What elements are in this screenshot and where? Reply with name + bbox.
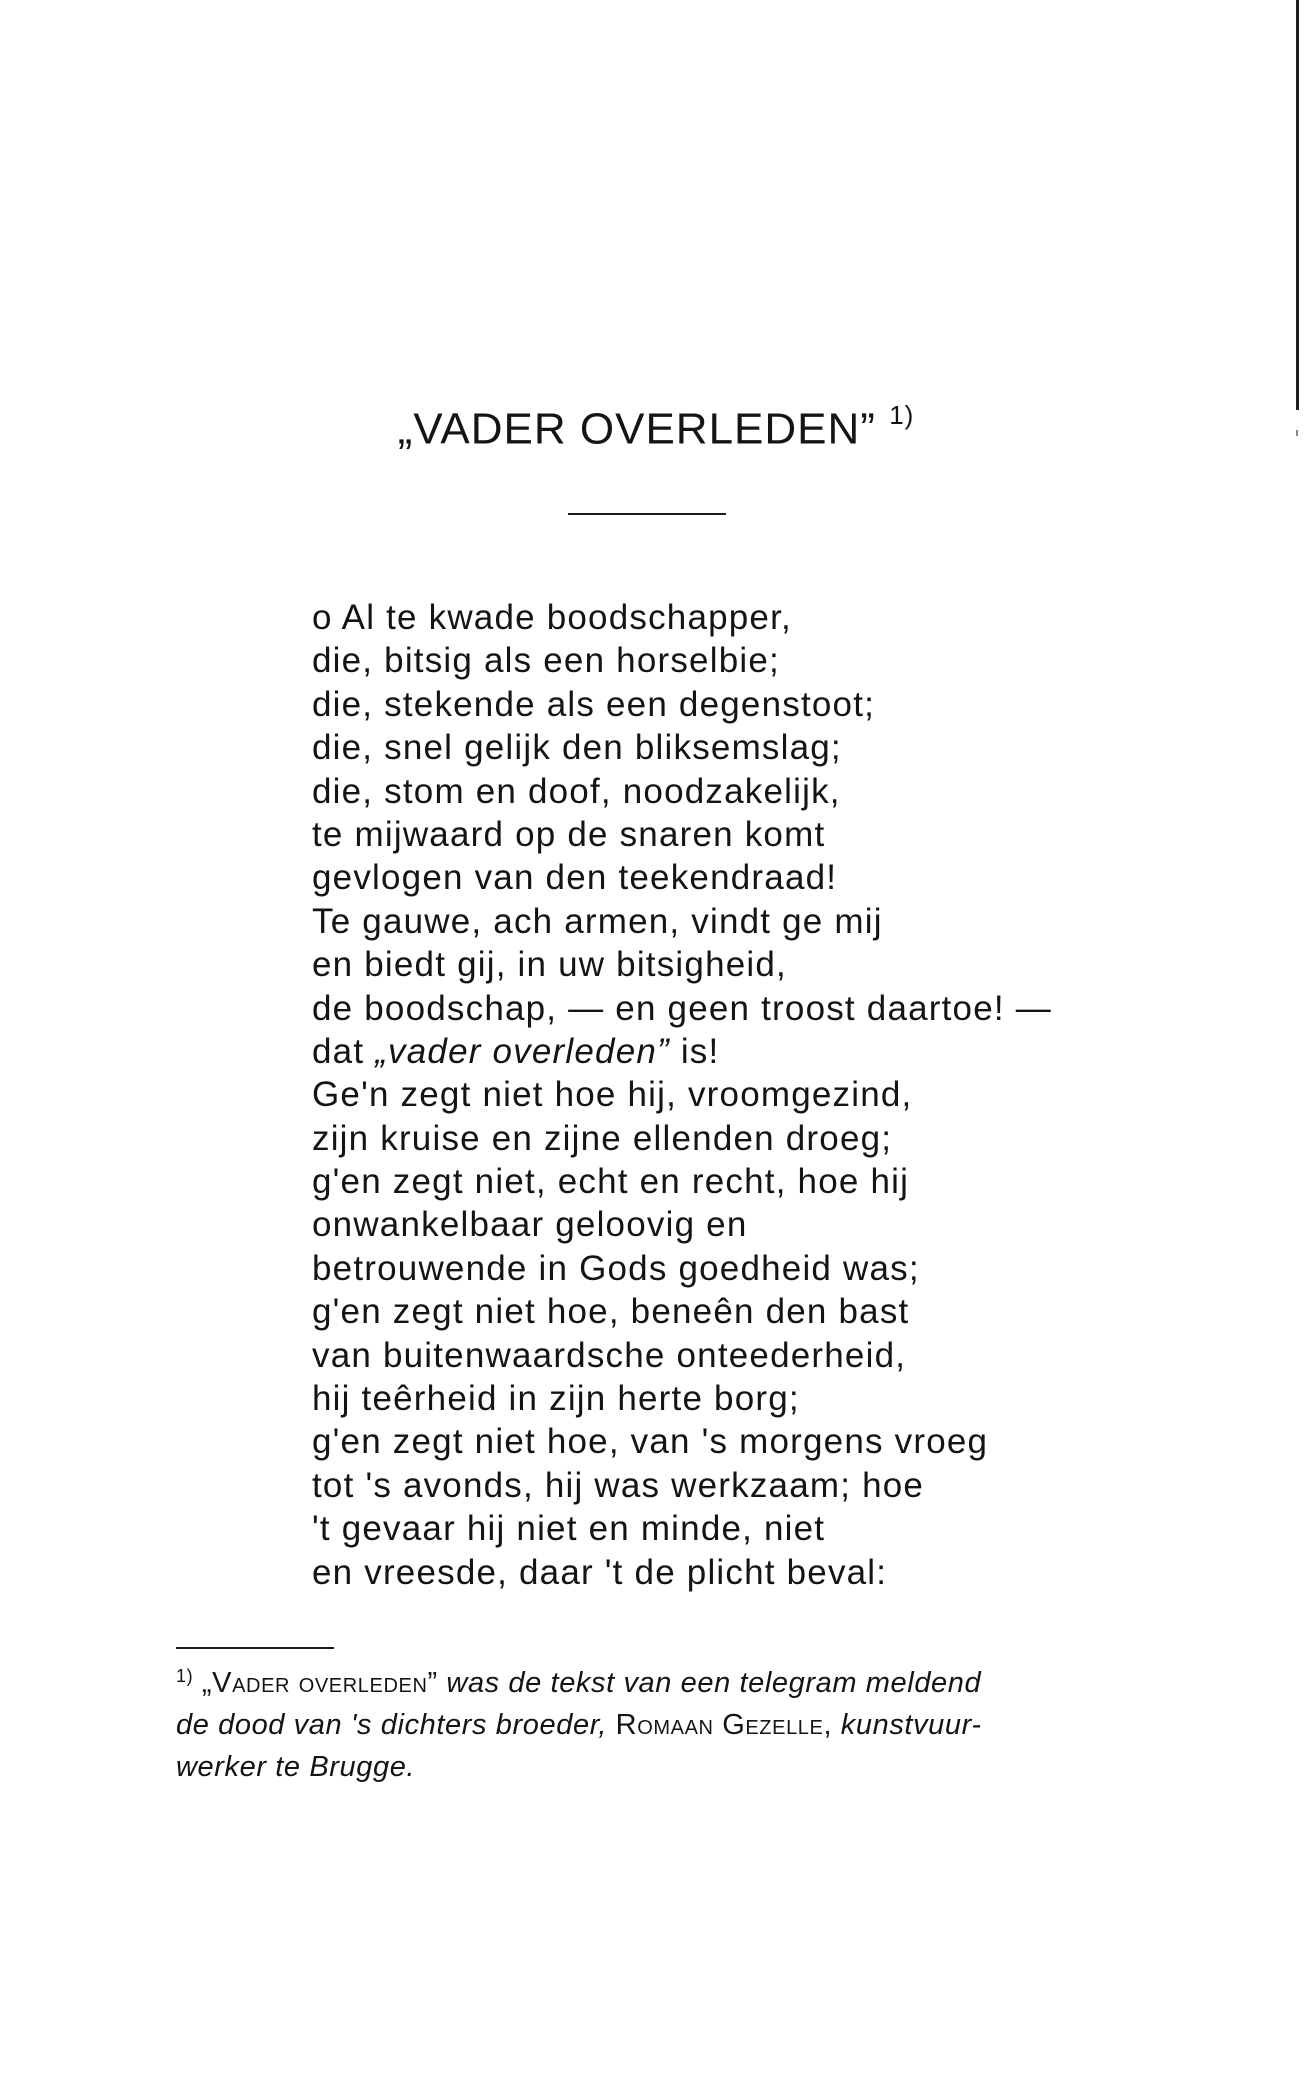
poem-line [312,1030,1112,1073]
poem-line: g'en zegt niet hoe, van 's morgens vroeg [312,1422,989,1462]
poem-line: en vreesde, daar 't de plicht beval: [312,1552,888,1592]
poem-body [312,596,1112,1594]
poem-line: o Al te kwade boodschapper, [312,598,792,637]
poem-line: die, stom en doof, noodzakelijk, [312,771,841,811]
footnote-line [176,1662,1136,1704]
poem-line: te mijwaard op de snaren komt [312,814,826,854]
title-footnote-mark[interactable]: 1) [889,400,915,430]
poem-line: die, stekende als een degenstoot; [312,684,876,724]
poem-line: tot 's avonds, hij was werkzaam; hoe [312,1465,925,1505]
poem-line: en biedt gij, in uw bitsigheid, [312,945,787,985]
poem-line: van buitenwaardsche onteederheid, [312,1335,907,1375]
poem-line: die, snel gelijk den bliksemslag; [312,728,842,768]
footnote-divider [176,1647,334,1649]
poem-text: is! [669,1031,720,1071]
poem-line: Te gauwe, ach armen, vindt ge mij [312,901,883,941]
footnote-italic: kunstvuur- [832,1709,982,1741]
title-divider [568,513,726,515]
footnote-line [176,1704,1136,1746]
footnote-mark: 1) [176,1666,194,1686]
poem-text: dat [312,1031,376,1071]
poem-line: de boodschap, — en geen troost daartoe! — [312,988,1052,1028]
poem-line: zijn kruise en zijne ellenden droeg; [312,1118,893,1158]
poem-title-text: „VADER OVERLEDEN” [397,404,876,454]
page-edge-line [1296,0,1299,410]
footnote-smallcaps: „Vader overleden” [201,1667,438,1699]
poem-line: Ge'n zegt niet hoe hij, vroomgezind, [312,1075,913,1115]
poem-line: g'en zegt niet hoe, beneên den bast [312,1292,910,1332]
poem-line: onwankelbaar geloovig en [312,1205,748,1245]
poem-italic-quote: „vader overleden” [375,1031,670,1071]
poem-line: betrouwende in Gods goedheid was; [312,1248,920,1288]
poem-line: 't gevaar hij niet en minde, niet [312,1509,826,1549]
footnote-italic: werker te Brugge. [176,1751,416,1783]
poem-line: die, bitsig als een horselbie; [312,641,780,681]
poem-line: g'en zegt niet, echt en recht, hoe hij [312,1162,910,1202]
poem-title [0,400,1312,455]
footnote [176,1662,1136,1788]
footnote-line [176,1746,1136,1788]
poem-line: hij teêrheid in zijn herte borg; [312,1379,800,1419]
footnote-italic: de dood van 's dichters broeder, [176,1709,616,1741]
footnote-italic: was de tekst van een telegram meldend [437,1667,982,1699]
poem-line: gevlogen van den teekendraad! [312,858,838,898]
footnote-smallcaps: Romaan Gezelle, [615,1709,833,1741]
